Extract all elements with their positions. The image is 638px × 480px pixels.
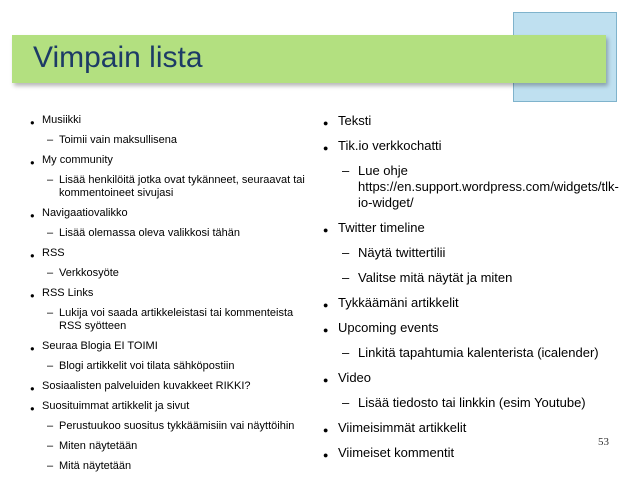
bullet-dot-icon: ● — [30, 384, 35, 393]
sub-bullet-item — [30, 227, 318, 240]
bullet-text: Mitä näytetään — [59, 460, 132, 472]
sub-bullet-item — [30, 134, 318, 147]
bullet-item — [30, 340, 318, 353]
left-column — [30, 114, 318, 480]
bullet-dot-icon: ● — [30, 344, 35, 353]
sub-bullet-item — [30, 307, 318, 333]
sub-bullet-item — [30, 174, 318, 200]
bullet-item — [323, 295, 613, 311]
sub-bullet-item — [30, 267, 318, 280]
page-number: 53 — [598, 436, 609, 448]
bullet-item — [323, 445, 613, 461]
bullet-dash-icon: – — [47, 360, 54, 372]
bullet-dash-icon: – — [47, 267, 54, 279]
sub-bullet-item — [30, 460, 318, 473]
bullet-text: Teksti — [338, 113, 372, 128]
bullet-item — [323, 113, 613, 129]
bullet-text: RSS — [42, 247, 65, 259]
bullet-item — [30, 114, 318, 127]
bullet-text: Musiikki — [42, 114, 82, 126]
bullet-text: Näytä twittertilii — [358, 245, 446, 260]
bullet-item — [30, 207, 318, 220]
bullet-text: Linkitä tapahtumia kalenterista (icalender) — [358, 345, 599, 360]
bullet-text: Seuraa Blogia EI TOIMI — [42, 340, 158, 352]
bullet-dot-icon: ● — [323, 300, 329, 310]
bullet-item — [30, 154, 318, 167]
bullet-dash-icon: – — [342, 270, 350, 285]
sub-bullet-item — [323, 395, 613, 411]
bullet-item — [30, 380, 318, 393]
bullet-dash-icon: – — [47, 134, 54, 146]
bullet-text: Lisää tiedosto tai linkkin (esim Youtube) — [358, 395, 586, 410]
bullet-item — [323, 220, 613, 236]
bullet-text: Lukija voi saada artikkeleistasi tai kommenteista RSS syötteen — [59, 307, 294, 332]
sub-bullet-item — [323, 163, 619, 211]
bullet-text: Perustuukoo suositus tykkäämisiin vai näyttöihin — [59, 420, 295, 432]
slide-title: Vimpain lista — [33, 41, 203, 74]
bullet-text: Upcoming events — [338, 320, 439, 335]
bullet-item — [323, 320, 613, 336]
bullet-dash-icon: – — [47, 460, 54, 472]
bullet-dot-icon: ● — [323, 143, 329, 153]
bullet-text: Twitter timeline — [338, 220, 425, 235]
bullet-text: Tik.io verkkochatti — [338, 138, 442, 153]
bullet-item — [30, 247, 318, 260]
sub-bullet-item — [323, 345, 613, 361]
right-column — [323, 113, 619, 470]
bullet-dash-icon: – — [47, 227, 54, 239]
bullet-dot-icon: ● — [323, 118, 329, 128]
bullet-text: RSS Links — [42, 287, 94, 299]
bullet-item — [323, 420, 613, 436]
bullet-text: Blogi artikkelit voi tilata sähköpostiin — [59, 360, 235, 372]
bullet-dot-icon: ● — [323, 225, 329, 235]
bullet-text: My community — [42, 154, 113, 166]
bullet-dot-icon: ● — [30, 158, 35, 167]
sub-bullet-item — [30, 420, 318, 433]
bullet-text: Navigaatiovalikko — [42, 207, 128, 219]
bullet-dash-icon: – — [342, 245, 350, 260]
bullet-dash-icon: – — [47, 307, 54, 319]
bullet-text: Lisää olemassa oleva valikkosi tähän — [59, 227, 240, 239]
sub-bullet-item — [323, 245, 613, 261]
bullet-item — [30, 287, 318, 300]
bullet-item — [30, 400, 318, 413]
bullet-dash-icon: – — [47, 440, 54, 452]
sub-bullet-item — [30, 440, 318, 453]
bullet-dot-icon: ● — [323, 450, 329, 460]
bullet-text: Tykkäämäni artikkelit — [338, 295, 459, 310]
bullet-text: Verkkosyöte — [59, 267, 119, 279]
bullet-dash-icon: – — [47, 174, 54, 186]
bullet-text: Sosiaalisten palveluiden kuvakkeet RIKKI? — [42, 380, 251, 392]
bullet-item — [323, 370, 613, 386]
bullet-text: Suosituimmat artikkelit ja sivut — [42, 400, 190, 412]
bullet-item — [323, 138, 613, 154]
bullet-text: Valitse mitä näytät ja miten — [358, 270, 513, 285]
sub-bullet-item — [323, 270, 613, 286]
bullet-dot-icon: ● — [30, 291, 35, 300]
bullet-dash-icon: – — [342, 163, 350, 178]
bullet-dot-icon: ● — [323, 425, 329, 435]
bullet-dot-icon: ● — [30, 118, 35, 127]
bullet-text: Viimeiset kommentit — [338, 445, 455, 460]
bullet-text: Miten näytetään — [59, 440, 138, 452]
title-bar — [12, 35, 606, 83]
bullet-dot-icon: ● — [30, 251, 35, 260]
bullet-text: Lue ohje https://en.support.wordpress.com/widgets/tlk-io-widget/ — [358, 163, 619, 210]
bullet-text: Toimii vain maksullisena — [59, 134, 177, 146]
bullet-dot-icon: ● — [30, 211, 35, 220]
sub-bullet-item — [30, 360, 318, 373]
bullet-dot-icon: ● — [30, 404, 35, 413]
bullet-text: Video — [338, 370, 372, 385]
bullet-text: Viimeisimmät artikkelit — [338, 420, 467, 435]
bullet-dash-icon: – — [342, 395, 350, 410]
bullet-dash-icon: – — [342, 345, 350, 360]
bullet-text: Lisää henkilöitä jotka ovat tykänneet, seuraavat tai kommentoineet sivujasi — [59, 174, 305, 199]
bullet-dash-icon: – — [47, 420, 54, 432]
bullet-dot-icon: ● — [323, 325, 329, 335]
bullet-dot-icon: ● — [323, 375, 329, 385]
